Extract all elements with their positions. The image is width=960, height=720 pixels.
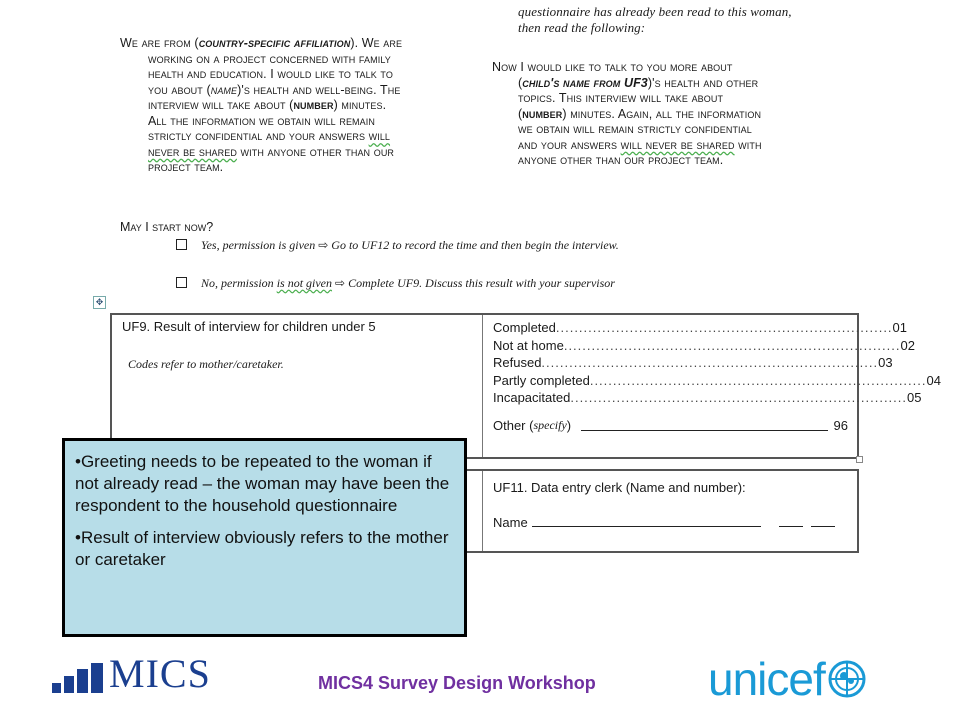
intro-right-line: )'s health and other — [647, 75, 759, 90]
intro-left-line: you about ( — [148, 82, 211, 97]
mics-bars-icon — [52, 663, 103, 693]
table-move-handle-icon[interactable]: ✥ — [93, 296, 106, 309]
code-label: Refused — [493, 355, 542, 370]
yes-checkbox[interactable] — [176, 239, 187, 250]
leader-dots: ......................................................................... — [563, 337, 901, 353]
code-row[interactable] — [493, 389, 922, 407]
intro-left-line: name — [210, 82, 238, 97]
intro-left-line: ) minutes. — [333, 98, 387, 112]
intro-left-line: number — [293, 98, 334, 112]
intro-left-line: health and education. I would like to talk to — [148, 67, 393, 81]
code-label: Not at home — [493, 337, 564, 353]
intro-left-line: All the information we obtain will remain — [148, 113, 375, 128]
unicef-logo-text: unicef — [708, 653, 825, 705]
number-field[interactable] — [811, 526, 835, 527]
intro-left-line: ). We are — [350, 36, 403, 50]
intro-left-line: country-specific — [198, 36, 291, 50]
intro-right-line: questionnaire has already been read to this woman, — [518, 4, 792, 19]
table-resize-handle[interactable] — [856, 456, 863, 463]
code-row[interactable] — [493, 354, 893, 372]
leader-dots: ......................................................................... — [570, 390, 908, 405]
code-row[interactable] — [493, 319, 908, 337]
code-row[interactable] — [493, 337, 915, 355]
intro-right-line: with — [734, 137, 762, 152]
other-label: Other ( — [493, 417, 534, 433]
slide-title: MICS4 Survey Design Workshop — [318, 673, 596, 693]
intro-right-line: number — [522, 106, 563, 121]
intro-right-line: we obtain will remain strictly confidential — [518, 122, 752, 136]
mics-logo-text: MICS — [109, 651, 211, 696]
intro-left-line: with anyone other than our — [236, 144, 395, 159]
intro-right-line: topics. This interview will take about — [518, 91, 724, 105]
intro-text-right — [492, 4, 852, 169]
code-label: Incapacitated — [493, 390, 571, 405]
code-value: 02 — [900, 337, 915, 353]
table-divider — [482, 471, 483, 551]
intro-right-line: and your answers — [518, 137, 621, 152]
no-checkbox[interactable] — [176, 277, 187, 288]
permission-yes-option — [176, 238, 619, 253]
intro-right-line: anyone other than our project team. — [518, 153, 724, 167]
yes-option-label: Yes, permission is given — [201, 238, 316, 252]
code-row-other[interactable] — [493, 417, 848, 435]
mics-logo — [52, 651, 211, 696]
permission-no-option — [176, 276, 615, 291]
callout-point: •Result of interview obviously refers to the mother or caretaker — [75, 528, 449, 569]
leader-dots: ......................................................................... — [589, 372, 927, 388]
code-label: Partly completed — [493, 372, 590, 388]
number-field[interactable] — [779, 526, 803, 527]
intro-right-line: ) minutes. Again, all the information — [562, 106, 762, 121]
intro-right-line: ( — [518, 106, 523, 121]
name-label: Name — [493, 515, 528, 530]
other-label: ) — [566, 417, 572, 433]
callout-point: •Greeting needs to be repeated to the woman if not already read – the woman may have been the respondent to the household questionnaire — [75, 452, 450, 515]
uf11-title: UF11. Data entry clerk (Name and number): — [493, 480, 746, 495]
no-option-label: No, permission — [201, 276, 277, 290]
uf9-codes — [493, 319, 941, 434]
code-value: 96 — [833, 417, 848, 433]
uf9-title: UF9. Result of interview for children under 5 — [122, 319, 376, 334]
unicef-globe-icon — [827, 659, 867, 699]
uf9-note: Codes refer to mother/caretaker. — [128, 357, 284, 371]
intro-left-line: We are from ( — [120, 36, 199, 50]
leader-dots: ......................................................................... — [555, 320, 893, 335]
intro-left-line: will — [368, 129, 391, 143]
intro-right-line: will never be shared — [620, 137, 735, 152]
intro-left-line: interview will take about ( — [148, 98, 294, 112]
code-row[interactable] — [493, 372, 941, 390]
intro-left-line: working on a project concerned with family — [148, 51, 391, 66]
table-divider — [482, 315, 483, 457]
code-value: 04 — [926, 372, 941, 388]
name-field[interactable] — [532, 526, 761, 527]
intro-right-line: ( — [518, 75, 523, 90]
no-option-label: is not given — [276, 276, 333, 290]
notes-callout — [62, 438, 467, 637]
arrow-right-icon: ⇨ — [335, 276, 346, 290]
permission-question: May I start now? — [120, 220, 214, 234]
intro-right-line: then read the following: — [518, 19, 646, 35]
intro-left-line: strictly confidential and your answers — [148, 129, 369, 143]
leader-dots: ......................................................................... — [541, 355, 879, 370]
yes-instruction: Go to UF12 to record the time and then begin the interview. — [331, 238, 619, 252]
code-value: 03 — [878, 355, 893, 370]
intro-left-line: never be shared — [148, 144, 237, 159]
intro-left-line: affiliation — [293, 36, 351, 50]
no-instruction: Complete UF9. Discuss this result with your supervisor — [348, 276, 615, 290]
intro-right-line: child's name from UF3 — [522, 75, 648, 90]
intro-left-line: project team. — [148, 160, 224, 174]
code-value: 05 — [907, 390, 922, 405]
unicef-logo — [708, 653, 867, 705]
arrow-right-icon: ⇨ — [318, 238, 329, 252]
uf11-name-row — [493, 515, 843, 530]
intro-text-left — [120, 36, 480, 176]
code-value: 01 — [892, 320, 908, 335]
intro-left-line: )'s health and well-being. The — [237, 82, 401, 97]
other-specify-field[interactable] — [581, 430, 827, 431]
intro-right-line: Now I would like to talk to you more about — [492, 60, 733, 74]
code-label: Completed — [493, 320, 556, 335]
other-specify: specify — [533, 417, 567, 432]
